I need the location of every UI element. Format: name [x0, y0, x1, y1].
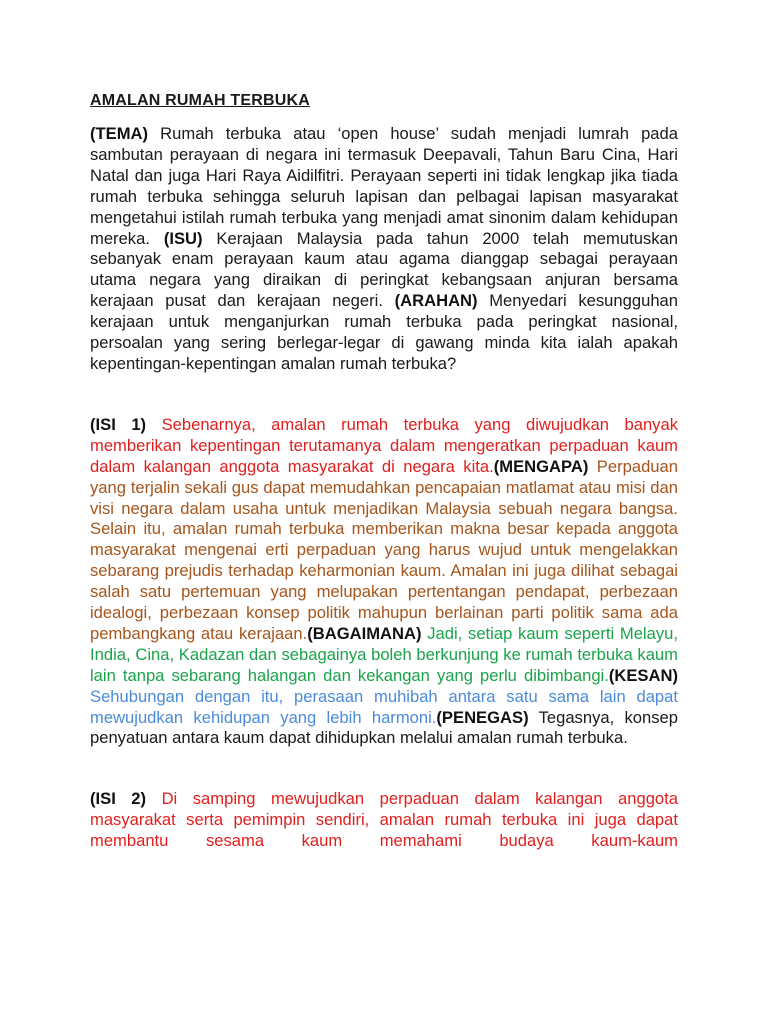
- bagaimana-text: Jadi, setiap kaum seperti Melayu, India, Cina, Kadazan dan sebagainya boleh berkunjung ke rumah terbuka kaum lain tanpa sebarang halangan dan kekangan yang perlu dibimbangi.: [90, 623, 678, 685]
- paragraph-introduction: [90, 124, 678, 375]
- tema-text: Rumah terbuka atau ‘open house’ sudah menjadi lumrah pada sambutan perayaan di negara ini termasuk Deepavali, Tahun Baru Cina, Hari Natal dan juga Hari Raya Aidilfitri. Perayaan seperti ini tidak lengkap jika tiada rumah terbuka sehingga seluruh lapisan dan pelbagai lapisan masyarakat mengetahui istilah rumah terbuka yang menjadi amat sinonim dalam kehidupan mereka.: [90, 124, 678, 248]
- penegas-text: Tegasnya, konsep penyatuan antara kaum dapat dihidupkan melalui amalan rumah terbuka.: [90, 707, 678, 748]
- kesan-label: (KESAN): [608, 665, 678, 685]
- isi-1-text: Sebenarnya, amalan rumah terbuka yang diwujudkan banyak memberikan kepentingan terutamanya dalam mengeratkan perpaduan kaum dalam kalangan anggota masyarakat di negara kita.: [90, 414, 678, 476]
- mengapa-label: (MENGAPA): [493, 456, 589, 476]
- paragraph-isi-1: [90, 415, 678, 750]
- arahan-text: Menyedari kesungguhan kerajaan untuk menganjurkan rumah terbuka pada peringkat nasional, persoalan yang sering berlegar-legar di gawang minda kita ialah apakah kepentingan-kepentingan amalan rumah terbuka?: [90, 291, 678, 373]
- penegas-label: (PENEGAS): [436, 707, 529, 727]
- arahan-label: (ARAHAN): [394, 291, 478, 311]
- isu-text: Kerajaan Malaysia pada tahun 2000 telah memutuskan sebanyak enam perayaan kaum atau agama dianggap sebagai perayaan utama negara yang diraikan di peringkat kebangsaan anjuran bersama kerajaan pusat dan kerajaan negeri.: [90, 228, 678, 311]
- bagaimana-label: (BAGAIMANA): [307, 623, 422, 643]
- isi-1-label: (ISI 1): [90, 414, 147, 434]
- isu-label: (ISU): [163, 228, 203, 248]
- isi-2-label: (ISI 2): [90, 789, 147, 809]
- tema-label: (TEMA): [90, 124, 149, 143]
- isi-2-text: Di samping mewujudkan perpaduan dalam kalangan anggota masyarakat serta pemimpin sendiri, amalan rumah terbuka ini juga dapat membantu sesama kaum memahami budaya kaum-kaum: [90, 789, 678, 851]
- kesan-text: Sehubungan dengan itu, perasaan muhibah antara satu sama lain dapat mewujudkan kehidupan yang lebih harmoni.: [90, 686, 678, 727]
- paragraph-isi-2: [90, 789, 678, 852]
- document-title: AMALAN RUMAH TERBUKA: [90, 92, 310, 109]
- mengapa-text: Perpaduan yang terjalin sekali gus dapat memudahkan pencapaian matlamat atau misi dan visi negara dalam usaha untuk menjadikan Malaysia sebuah negara bangsa. Selain itu, amalan rumah terbuka memberikan makna besar kepada anggota masyarakat mengenai erti perpaduan yang harus wujud untuk mengelakkan sebarang prejudis terhadap keharmonian kaum. Amalan ini juga dilihat sebagai salah satu pertemuan yang melupakan pertentangan pendapat, perbezaan idealogi, perbezaan konsep politik mahupun berlainan parti politik sama ada pembangkang atau kerajaan.: [90, 456, 678, 643]
